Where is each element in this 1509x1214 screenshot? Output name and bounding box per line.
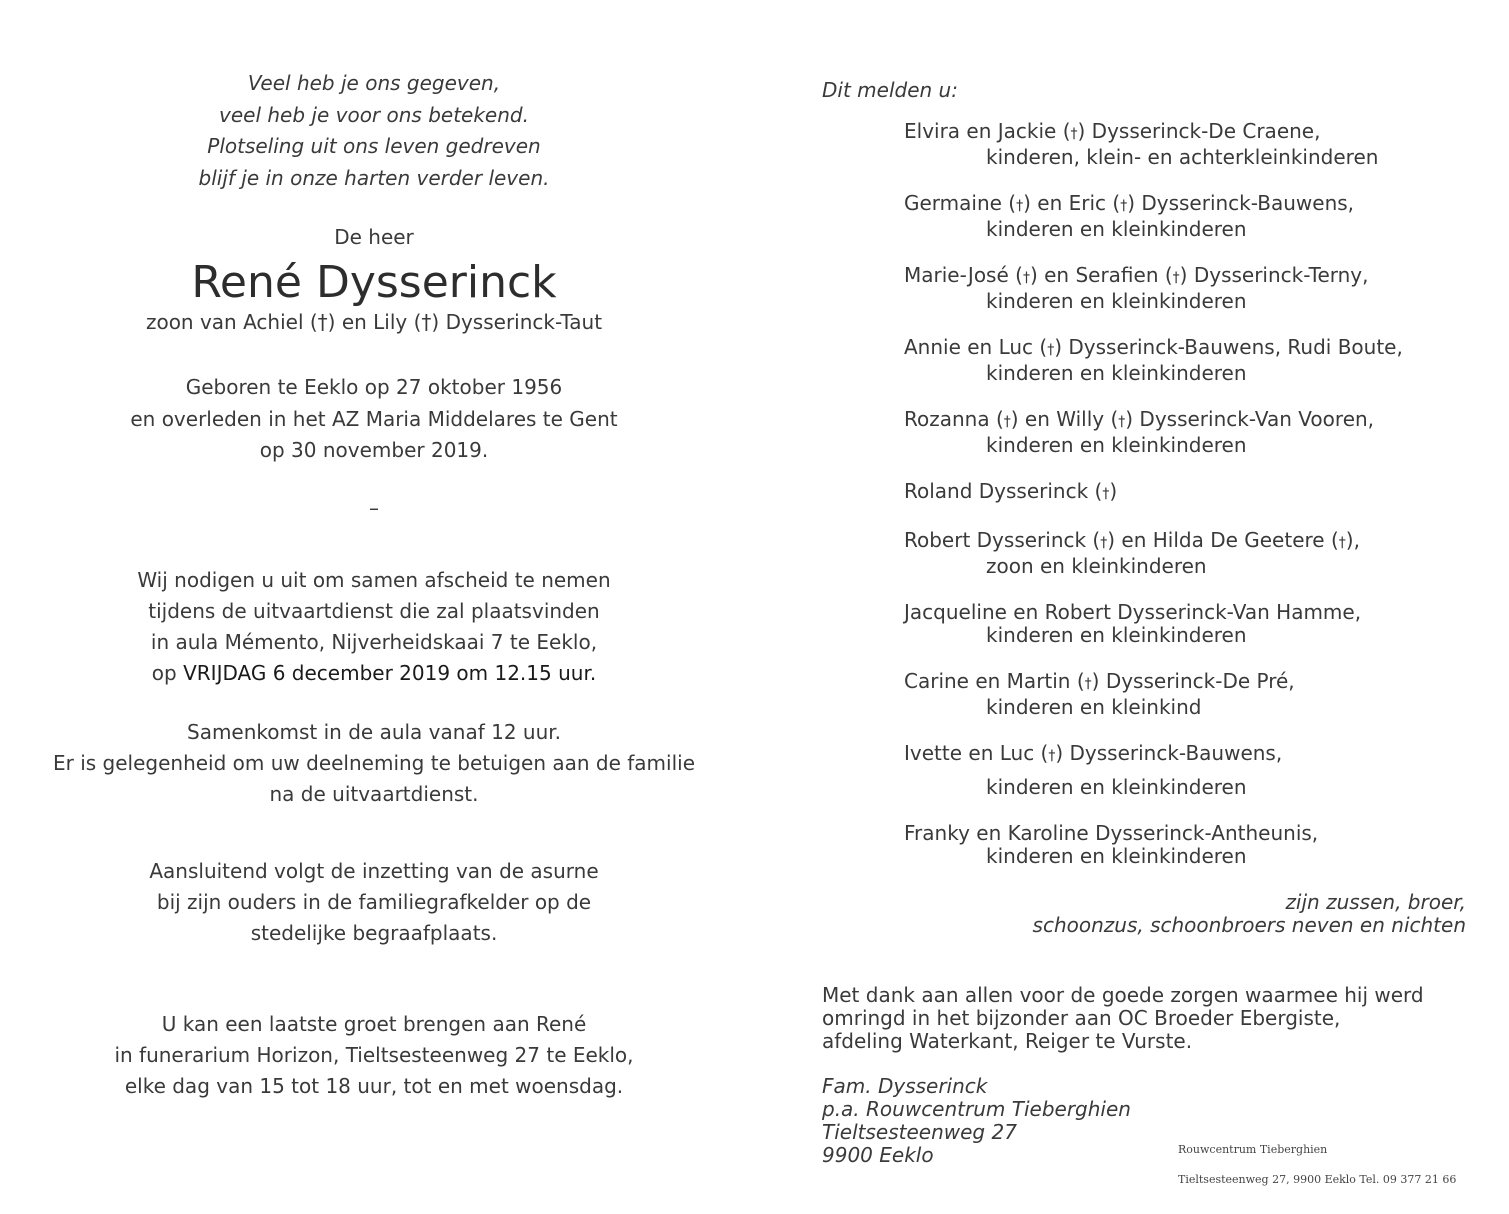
family-descendants: kinderen en kleinkinderen — [986, 623, 1247, 647]
funeral-home-address: Tieltsesteenweg 27, 9900 Eeklo Tel. 09 377 21 66 — [1178, 1173, 1457, 1186]
visitation-line: in funerarium Horizon, Tieltsesteenweg 27 te Eeklo, — [114, 1042, 634, 1067]
family-entry — [904, 601, 1472, 647]
family-entry — [904, 529, 1472, 578]
family-entry — [904, 480, 1472, 506]
deceased-name: René Dysserinck — [191, 257, 557, 308]
poem — [40, 68, 708, 194]
cross-icon: † — [1022, 270, 1030, 286]
family-descendants: kinderen en kleinkinderen — [986, 433, 1247, 457]
invitation-date-prefix: op — [151, 660, 184, 685]
announce-intro: Dit melden u: — [822, 78, 958, 102]
gathering — [40, 717, 708, 810]
right-column — [822, 68, 1472, 1167]
thanks-line: omringd in het bijzonder aan OC Broeder Ebergiste, — [822, 1006, 1341, 1030]
family-names: Jacqueline en Robert Dysserinck-Van Hamme, — [904, 600, 1362, 624]
funeral-home-footer — [1178, 1142, 1456, 1188]
family-descendants: kinderen en kleinkinderen — [986, 361, 1247, 385]
visitation — [40, 1009, 708, 1102]
family-names: Roland Dysserinck (†) — [904, 479, 1118, 503]
thanks-line: afdeling Waterkant, Reiger te Vurste. — [822, 1029, 1193, 1053]
signature-line: Fam. Dysserinck — [822, 1074, 988, 1098]
family-descendants: kinderen, klein- en achterkleinkinderen — [986, 145, 1379, 169]
poem-line: blijf je in onze harten verder leven. — [198, 165, 550, 190]
family-names: Marie-José (†) en Serafien (†) Dysserinck-Terny, — [904, 263, 1369, 287]
family-names: Rozanna (†) en Willy (†) Dysserinck-Van Vooren, — [904, 407, 1375, 431]
gathering-line: Samenkomst in de aula vanaf 12 uur. — [187, 719, 561, 744]
family-entry — [904, 822, 1472, 868]
family-names: Ivette en Luc (†) Dysserinck-Bauwens, — [904, 741, 1283, 765]
visitation-line: elke dag van 15 tot 18 uur, tot en met woensdag. — [124, 1073, 624, 1098]
birth-death-line: Geboren te Eeklo op 27 oktober 1956 — [185, 375, 563, 399]
family-names: Germaine (†) en Eric (†) Dysserinck-Bauwens, — [904, 191, 1355, 215]
relation — [822, 891, 1466, 937]
family-names: Carine en Martin (†) Dysserinck-De Pré, — [904, 669, 1295, 693]
family-entry — [904, 336, 1472, 385]
invitation-line: in aula Mémento, Nijverheidskaai 7 te Eeklo, — [150, 629, 598, 654]
family-names: Robert Dysserinck (†) en Hilda De Geetere (†), — [904, 528, 1360, 552]
signature-line: Tieltsesteenweg 27 — [822, 1120, 1017, 1144]
family-names: Annie en Luc (†) Dysserinck-Bauwens, Rudi Boute, — [904, 335, 1403, 359]
gathering-line: Er is gelegenheid om uw deelneming te betuigen aan de familie — [52, 750, 696, 775]
birth-death-line: op 30 november 2019. — [259, 438, 489, 462]
family-entry — [904, 192, 1472, 241]
visitation-line: U kan een laatste groet brengen aan René — [161, 1011, 587, 1036]
cross-icon: † — [1084, 676, 1092, 692]
relation-line: zijn zussen, broer, — [1285, 890, 1466, 914]
family-list — [904, 120, 1472, 868]
family-entry — [904, 742, 1472, 799]
cross-icon: † — [1070, 126, 1078, 142]
signature-line: p.a. Rouwcentrum Tieberghien — [822, 1097, 1131, 1121]
family-descendants: kinderen en kleinkinderen — [986, 289, 1247, 313]
separator: – — [369, 495, 379, 520]
family-descendants: kinderen en kleinkinderen — [986, 775, 1247, 799]
poem-line: Plotseling uit ons leven gedreven — [207, 134, 541, 158]
salutation: De heer — [334, 225, 414, 249]
urn-line: stedelijke begraafplaats. — [250, 920, 498, 945]
poem-line: Veel heb je ons gegeven, — [247, 71, 501, 95]
birth-death-line: en overleden in het AZ Maria Middelares te Gent — [130, 406, 618, 431]
thanks — [822, 984, 1472, 1053]
invitation-line: tijdens de uitvaartdienst die zal plaatsvinden — [148, 598, 600, 623]
family-descendants: kinderen en kleinkinderen — [986, 217, 1247, 241]
invitation — [40, 565, 708, 689]
cross-icon: † — [1120, 198, 1128, 214]
cross-icon: † — [1016, 198, 1024, 214]
invitation-date-line — [40, 658, 708, 689]
cross-icon: † — [1003, 414, 1011, 430]
family-descendants: kinderen en kleinkind — [986, 695, 1202, 719]
urn-interment — [40, 856, 708, 949]
family-descendants: zoon en kleinkinderen — [986, 554, 1207, 578]
funeral-home-name: Rouwcentrum Tieberghien — [1178, 1143, 1328, 1156]
gathering-line: na de uitvaartdienst. — [269, 781, 479, 806]
thanks-line: Met dank aan allen voor de goede zorgen waarmee hij werd — [822, 983, 1424, 1007]
invitation-date: VRIJDAG 6 december 2019 om 12.15 uur. — [183, 660, 597, 685]
urn-line: Aansluitend volgt de inzetting van de asurne — [149, 858, 599, 883]
parents-line: zoon van Achiel (†) en Lily (†) Dysserinck-Taut — [145, 310, 603, 334]
cross-icon: † — [1118, 414, 1126, 430]
family-entry — [904, 408, 1472, 457]
left-column — [40, 68, 708, 1102]
family-entry — [904, 670, 1472, 719]
urn-line: bij zijn ouders in de familiegrafkelder op de — [156, 889, 592, 914]
invitation-line: Wij nodigen u uit om samen afscheid te nemen — [137, 567, 611, 592]
relation-line: schoonzus, schoonbroers neven en nichten — [1032, 913, 1466, 937]
poem-line: veel heb je voor ons betekend. — [219, 102, 529, 127]
cross-icon: † — [1338, 535, 1346, 551]
birth-death — [40, 372, 708, 467]
cross-icon: † — [1102, 486, 1110, 502]
family-entry — [904, 264, 1472, 313]
signature-line: 9900 Eeklo — [822, 1143, 934, 1167]
family-names: Elvira en Jackie (†) Dysserinck-De Craene, — [904, 119, 1321, 143]
cross-icon: † — [1100, 535, 1108, 551]
family-names: Franky en Karoline Dysserinck-Antheunis, — [904, 821, 1319, 845]
cross-icon: † — [1047, 342, 1055, 358]
family-descendants: kinderen en kleinkinderen — [986, 844, 1247, 868]
cross-icon: † — [1172, 270, 1180, 286]
cross-icon: † — [1048, 748, 1056, 764]
family-entry — [904, 120, 1472, 169]
